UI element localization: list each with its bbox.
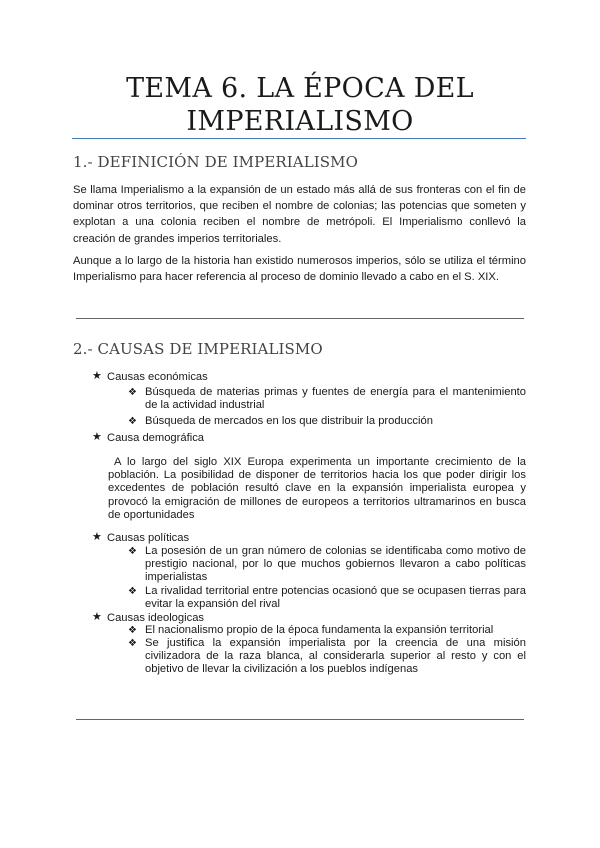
- sub-item-materias-primas: ❖ Búsqueda de materias primas y fuentes de energía para el mantenimiento de la actividad industrial: [128, 386, 526, 412]
- section-divider-1: [76, 318, 524, 319]
- section-divider-2: [76, 719, 524, 720]
- causa-demografica-text: A lo largo del siglo XIX Europa experimenta un importante crecimiento de la población. La posibilidad de disponer de territorios hacia los que poder dirigir los excedentes de población resultó clave en la expansión imperialista europea y provocó la emigración de millones de europeos a territorios ultramarinos en busca de oportunidades: [108, 456, 526, 521]
- section-2-heading: 2.- CAUSAS DE IMPERIALISMO: [73, 340, 323, 358]
- diamond-bullet-icon: ❖: [128, 586, 137, 597]
- star-bullet-icon: ★: [92, 431, 102, 443]
- diamond-bullet-icon: ❖: [128, 638, 137, 649]
- sub-item-mercados: ❖ Búsqueda de mercados en los que distribuir la producción: [128, 415, 433, 427]
- diamond-bullet-icon: ❖: [128, 416, 137, 427]
- sub-item-mision-civilizadora: ❖ Se justifica la expansión imperialista por la creencia de una misión civilizadora de la raza blanca, al considerarla superior al resto y con el objetivo de llevar la civilización a los pueblos indígenas: [128, 637, 526, 676]
- sub-item-prestigio: ❖ La posesión de un gran número de colonias se identificaba como motivo de prestigio nacional, por lo que muchos gobiernos llevaron a cabo políticas imperialistas: [128, 545, 526, 584]
- sub-item-rivalidad: ❖ La rivalidad territorial entre potencias ocasionó que se ocupasen tierras para evitar la expansión del rival: [128, 585, 526, 611]
- section-1-paragraph-1: Se llama Imperialismo a la expansión de un estado más allá de sus fronteras con el fin de dominar otros territorios, que reciben el nombre de colonias; las potencias que someten y explotan a una colonia reciben el nombre de metrópoli. El Imperialismo conllevó la creación de grandes imperios territoriales.: [73, 184, 526, 245]
- diamond-bullet-icon: ❖: [128, 387, 137, 398]
- causas-economicas-label: Causas económicas: [107, 371, 208, 383]
- causas-politicas-label: Causas políticas: [107, 532, 190, 544]
- causas-ideologicas-label: Causas ideologicas: [107, 612, 205, 624]
- section-1-heading: 1.- DEFINICIÓN DE IMPERIALISMO: [73, 153, 359, 171]
- diamond-bullet-icon: ❖: [128, 625, 137, 636]
- star-bullet-icon: ★: [92, 531, 102, 543]
- star-bullet-icon: ★: [92, 611, 102, 623]
- title-line-1: TEMA 6. LA ÉPOCA DEL: [126, 73, 474, 104]
- causa-demografica-label: Causa demográfica: [107, 432, 205, 444]
- page-title: [60, 72, 540, 138]
- section-1-paragraph-2: Aunque a lo largo de la historia han existido numerosos imperios, sólo se utiliza el término Imperialismo para hacer referencia al proceso de dominio llevado a cabo en el S. XIX.: [73, 255, 526, 284]
- title-line-2: IMPERIALISMO: [186, 106, 414, 137]
- sub-item-nacionalismo: ❖ El nacionalismo propio de la época fundamenta la expansión territorial: [128, 624, 494, 636]
- star-bullet-icon: ★: [92, 370, 102, 382]
- title-divider: [72, 138, 526, 139]
- diamond-bullet-icon: ❖: [128, 546, 137, 557]
